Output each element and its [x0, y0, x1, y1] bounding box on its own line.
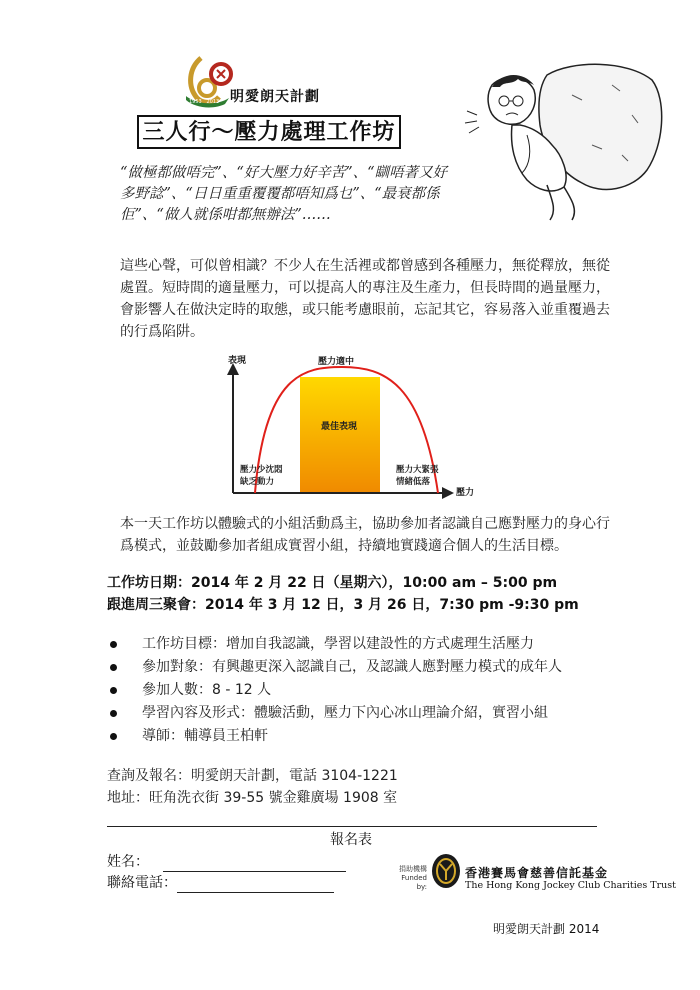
- logo-years: 1953 2013: [189, 99, 220, 105]
- annotation-left-1: 壓力少沈悶: [240, 465, 283, 475]
- phone-label: 聯絡電話：: [107, 875, 177, 891]
- workshop-date: 工作坊日期：2014 年 2 月 22 日（星期六），10:00 am – 5:00 pm: [107, 575, 558, 591]
- optimal-performance-zone: [300, 377, 380, 493]
- annotation-right-2: 情緒低落: [396, 477, 431, 487]
- footer-text: 明愛朗天計劃 2014: [493, 922, 600, 936]
- annotation-left-2: 缺乏動力: [240, 477, 275, 487]
- contact-info: [107, 765, 398, 809]
- phone-field[interactable]: [177, 878, 334, 893]
- name-label: 姓名：: [107, 854, 149, 870]
- organization-logo: [183, 52, 233, 110]
- stress-performance-chart: [210, 353, 510, 503]
- list-item: 工作坊目標：增加自我認識，學習以建設性的方式處理生活壓力: [107, 633, 562, 656]
- funded-by-cn: 捐助機構: [399, 865, 427, 873]
- workshop-details-list: [107, 633, 562, 748]
- registration-form-title: 報名表: [330, 832, 372, 848]
- list-item: 導師：輔導員王柏軒: [107, 725, 562, 748]
- divider: [107, 826, 597, 827]
- jockey-club-logo: [430, 852, 462, 890]
- list-item: 學習內容及形式：體驗活動，壓力下內心冰山理論介紹，實習小組: [107, 702, 562, 725]
- intro-paragraph: 這些心聲，可似曾相識？不少人在生活裡或都曾感到各種壓力，無從釋放，無從處置。短時間的適量壓力，可以提高人的專注及生產力，但長時間的過量壓力，會影響人在做決定時的取態，或只能考慮眼前，忘記其它，容易落入並重覆過去的行爲陷阱。: [120, 258, 610, 340]
- stressed-man-carrying-boulder-illustration: [452, 55, 667, 225]
- phone-field-row: [107, 873, 334, 893]
- y-axis-label: 表現: [228, 356, 247, 366]
- annotation-right-1: 壓力大緊張: [396, 465, 439, 475]
- name-field-row: [107, 852, 346, 872]
- x-axis-label: 壓力: [456, 488, 475, 498]
- page-title: 三人行～壓力處理工作坊: [137, 115, 401, 149]
- schedule: [107, 572, 579, 616]
- name-field[interactable]: [163, 857, 346, 872]
- followup-sessions: 跟進周三聚會：2014 年 3 月 12 日，3 月 26 日，7:30 pm -9:30 pm: [107, 597, 579, 613]
- organization-name: 明愛朗天計劃: [230, 89, 320, 105]
- annotation-top: 壓力適中: [318, 357, 355, 367]
- sponsor-name-en: The Hong Kong Jockey Club Charities Trust: [465, 880, 676, 891]
- sponsor-name-cn: 香港賽馬會慈善信託基金: [465, 866, 609, 880]
- enquiry-line: 查詢及報名：明愛朗天計劃，電話 3104-1221: [107, 768, 398, 784]
- list-item: 參加對象：有興趣更深入認識自己，及認識人應對壓力模式的成年人: [107, 656, 562, 679]
- list-item: 參加人數：8 - 12 人: [107, 679, 562, 702]
- address-line: 地址：旺角洗衣街 39-55 號金雞廣場 1908 室: [107, 790, 398, 806]
- annotation-center: 最佳表現: [321, 422, 358, 432]
- workshop-description: 本一天工作坊以體驗式的小組活動爲主，協助參加者認識自己應對壓力的身心行爲模式，並鼓勵參加者組成實習小組，持續地實踐適合個人的生活目標。: [120, 516, 610, 554]
- funded-by-en: Funded by:: [401, 874, 427, 891]
- funded-by-label: [389, 865, 427, 892]
- quotes-text: “做極都做唔完”、“好大壓力好辛苦”、“瞓唔著又好多野諗”、“日日重重覆覆都唔知爲乜”、“最衰都係佢”、“做人就係咁都無辦法”……: [120, 165, 448, 223]
